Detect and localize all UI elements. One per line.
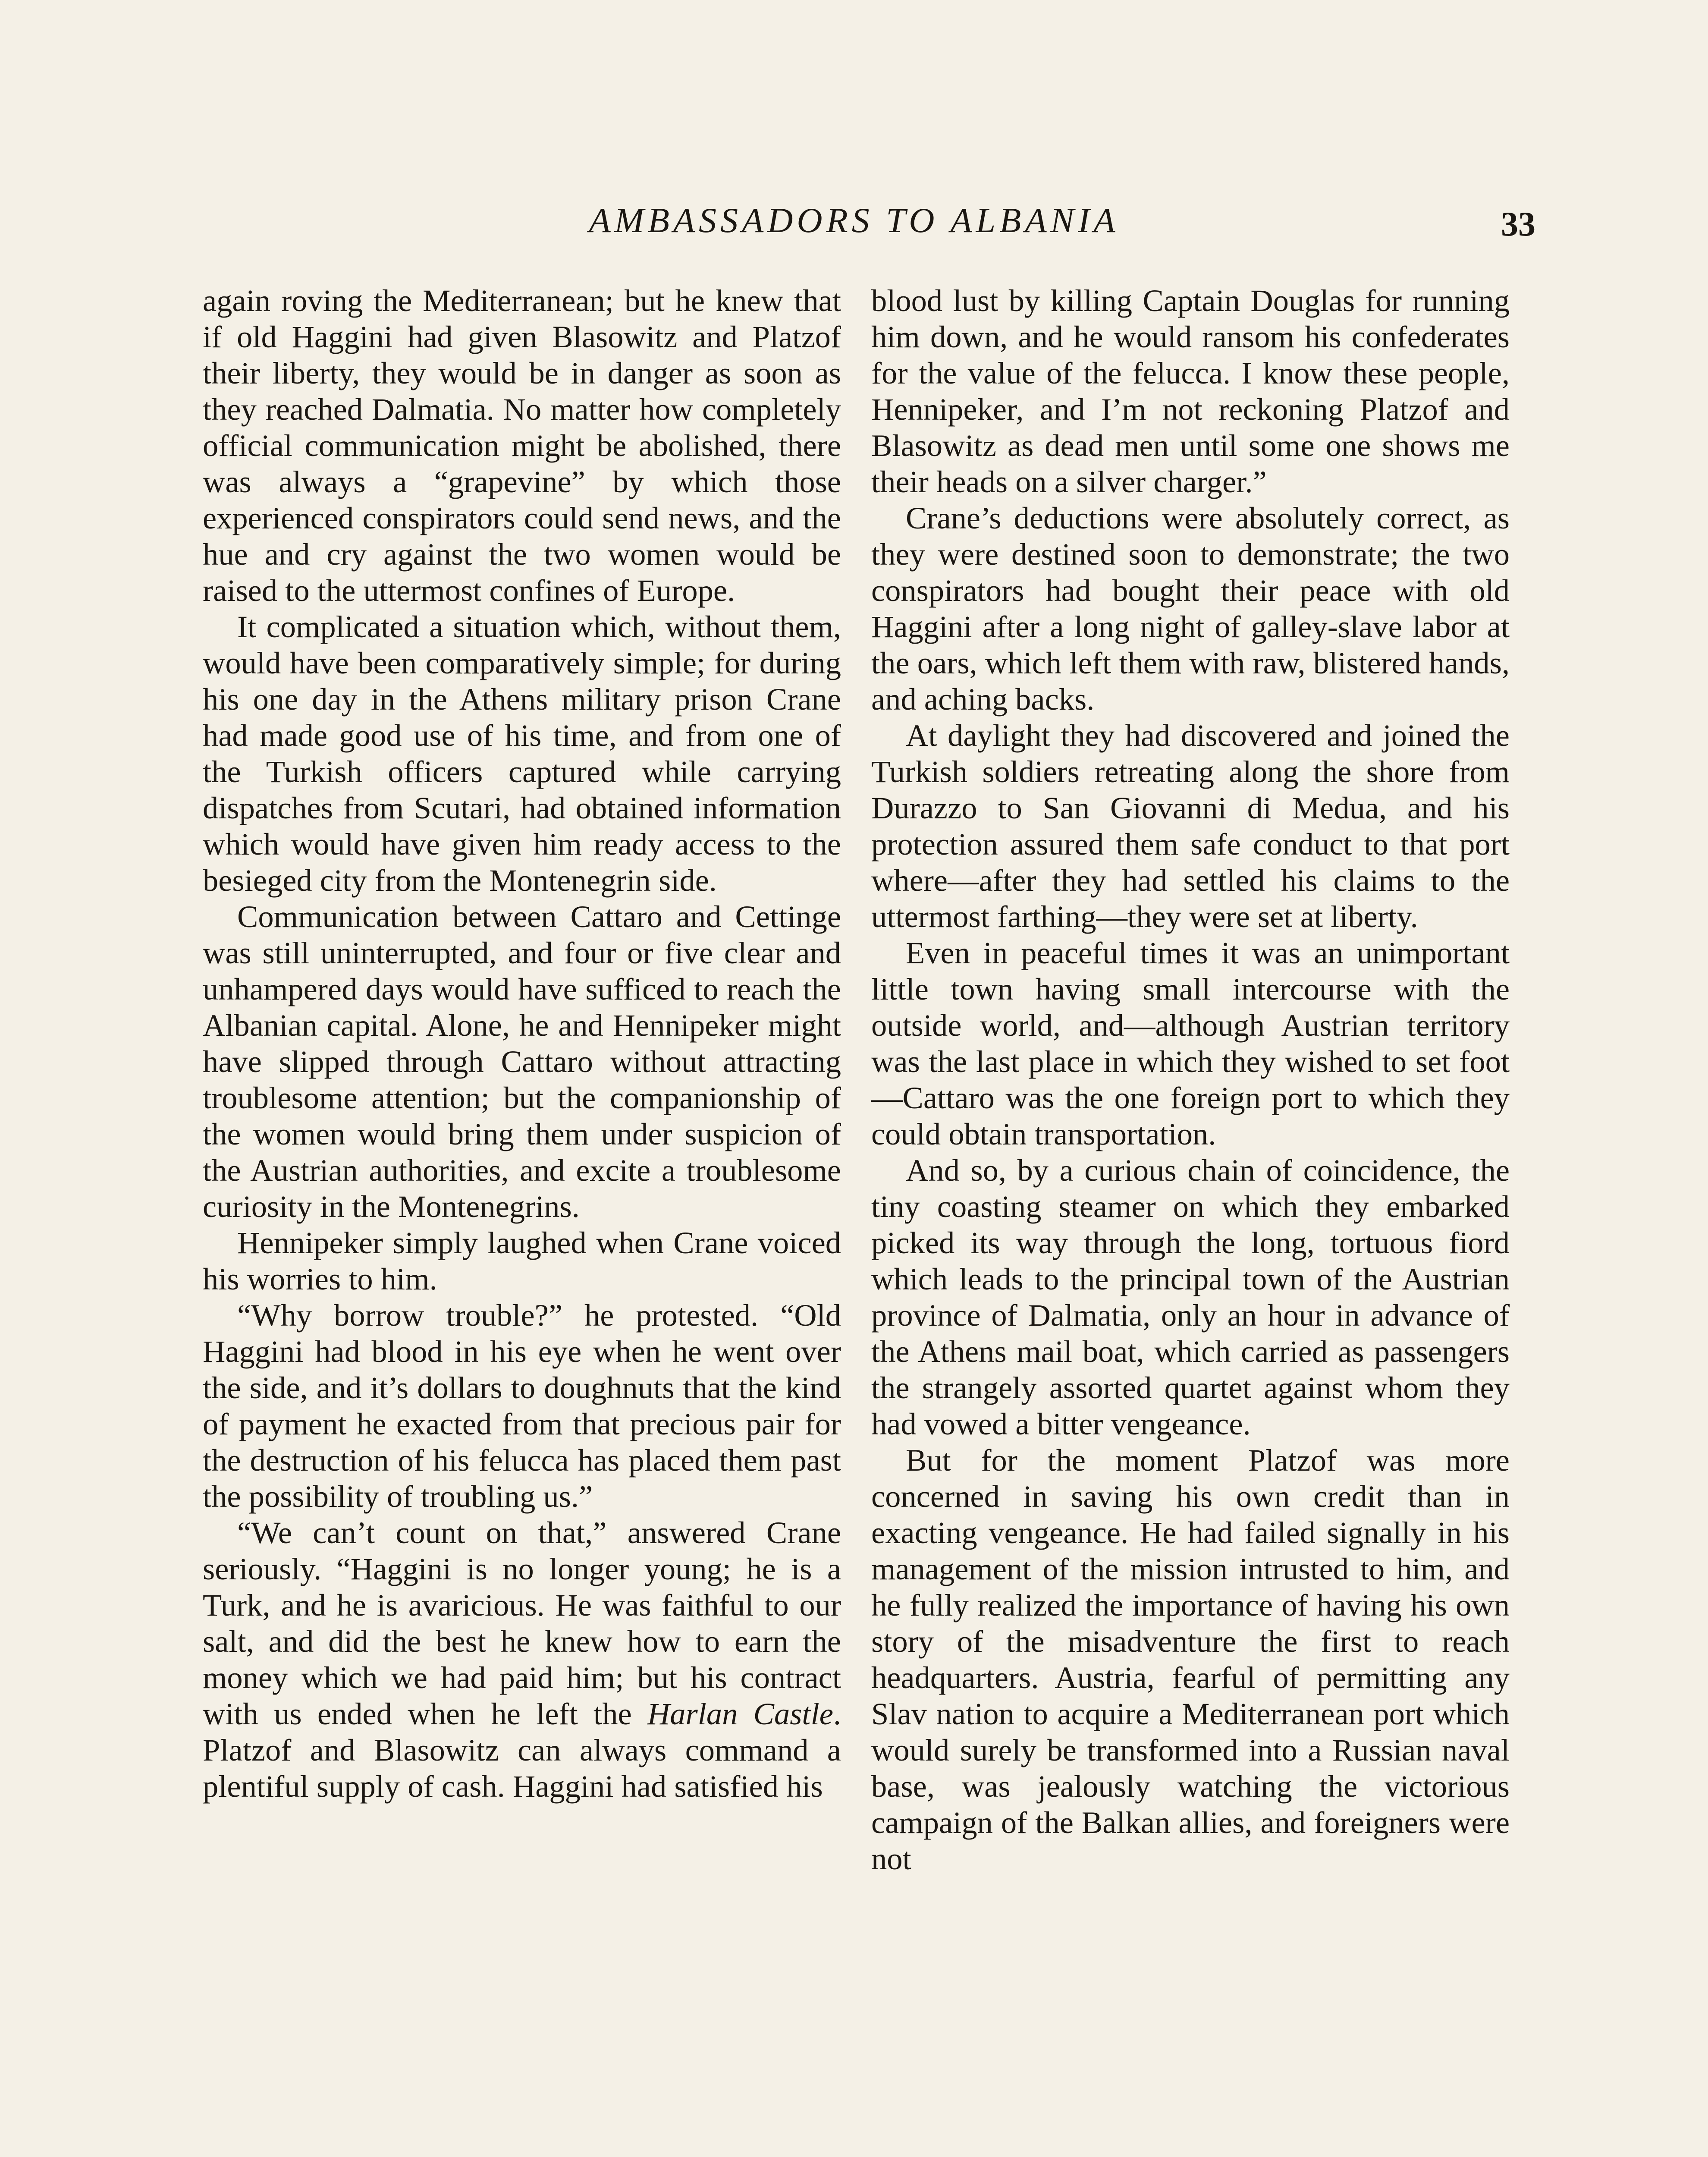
- paragraph-text: . Platzof and Blasowitz can always command a plentiful supply of cash. Haggini had satisfied his: [203, 1696, 841, 1804]
- right-column: [871, 283, 1510, 1877]
- page-number: 33: [1501, 205, 1535, 243]
- paragraph: “Why borrow trouble?” he protested. “Old Haggini had blood in his eye when he went over the side, and it’s dollars to doughnuts that the kind of payment he exacted from that precious pair for the destruction of his felucca has placed them past the possibility of troubling us.”: [203, 1298, 841, 1514]
- paragraph: Even in peaceful times it was an unimportant little town having small intercourse with the outside world, and—although Austrian territory was the last place in which they wished to set foot—Cattaro was the one foreign port to which they could obtain transportation.: [871, 935, 1510, 1151]
- paragraph: Crane’s deductions were absolutely correct, as they were destined soon to demonstrate; the two conspirators had bought their peace with old Haggini after a long night of galley-slave labor at the oars, which left them with raw, blistered hands, and aching backs.: [871, 500, 1510, 717]
- paragraph: [203, 1515, 841, 1805]
- paragraph: It complicated a situation which, without them, would have been comparatively simple; for during his one day in the Athens military prison Crane had made good use of his time, and from one of the Turkish officers captured while carrying dispatches from Scutari, had obtained information which would have given him ready access to the besieged city from the Montenegrin side.: [203, 609, 841, 898]
- paragraph: Hennipeker simply laughed when Crane voiced his worries to him.: [203, 1225, 841, 1296]
- ship-name: Harlan Castle: [647, 1696, 833, 1731]
- paragraph: Communication between Cattaro and Cettinge was still uninterrupted, and four or five clear and unhampered days would have sufficed to reach the Albanian capital. Alone, he and Hennipeker might have slipped through Cattaro without attracting troublesome attention; but the companionship of the women would bring them under suspicion of the Austrian authorities, and excite a troublesome curiosity in the Montenegrins.: [203, 899, 841, 1224]
- paragraph: again roving the Mediterranean; but he knew that if old Haggini had given Blasowitz and Platzof their liberty, they would be in danger as soon as they reached Dalmatia. No matter how completely official communication might be abolished, there was always a “grapevine” by which those experienced conspirators could send news, and the hue and cry against the two women would be raised to the uttermost confines of Europe.: [203, 283, 841, 608]
- paragraph-text: “We can’t count on that,” answered Crane seriously. “Haggini is no longer young; he is a Turk, and he is avaricious. He was faithful to our salt, and did the best he knew how to earn the money which we had paid him; but his contract with us ended when he left the: [203, 1515, 841, 1731]
- paragraph: blood lust by killing Captain Douglas for running him down, and he would ransom his confederates for the value of the felucca. I know these people, Hennipeker, and I’m not reckoning Platzof and Blasowitz as dead men until some one shows me their heads on a silver charger.”: [871, 283, 1510, 499]
- left-column: [203, 283, 841, 1805]
- paragraph: And so, by a curious chain of coincidence, the tiny coasting steamer on which they embarked picked its way through the long, tortuous fiord which leads to the principal town of the Austrian province of Dalmatia, only an hour in advance of the Athens mail boat, which carried as passengers the strangely assorted quartet against whom they had vowed a bitter vengeance.: [871, 1153, 1510, 1441]
- paragraph: At daylight they had discovered and joined the Turkish soldiers retreating along the shore from Durazzo to San Giovanni di Medua, and his protection assured them safe conduct to that port where—after they had settled his claims to the uttermost farthing—they were set at liberty.: [871, 718, 1510, 934]
- paragraph: But for the moment Platzof was more concerned in saving his own credit than in exacting vengeance. He had failed signally in his management of the mission intrusted to him, and he fully realized the importance of having his own story of the misadventure the first to reach headquarters. Austria, fearful of permitting any Slav nation to acquire a Mediterranean port which would surely be transformed into a Russian naval base, was jealously watching the victorious campaign of the Balkan allies, and foreigners were not: [871, 1443, 1510, 1876]
- running-title: AMBASSADORS TO ALBANIA: [589, 201, 1119, 240]
